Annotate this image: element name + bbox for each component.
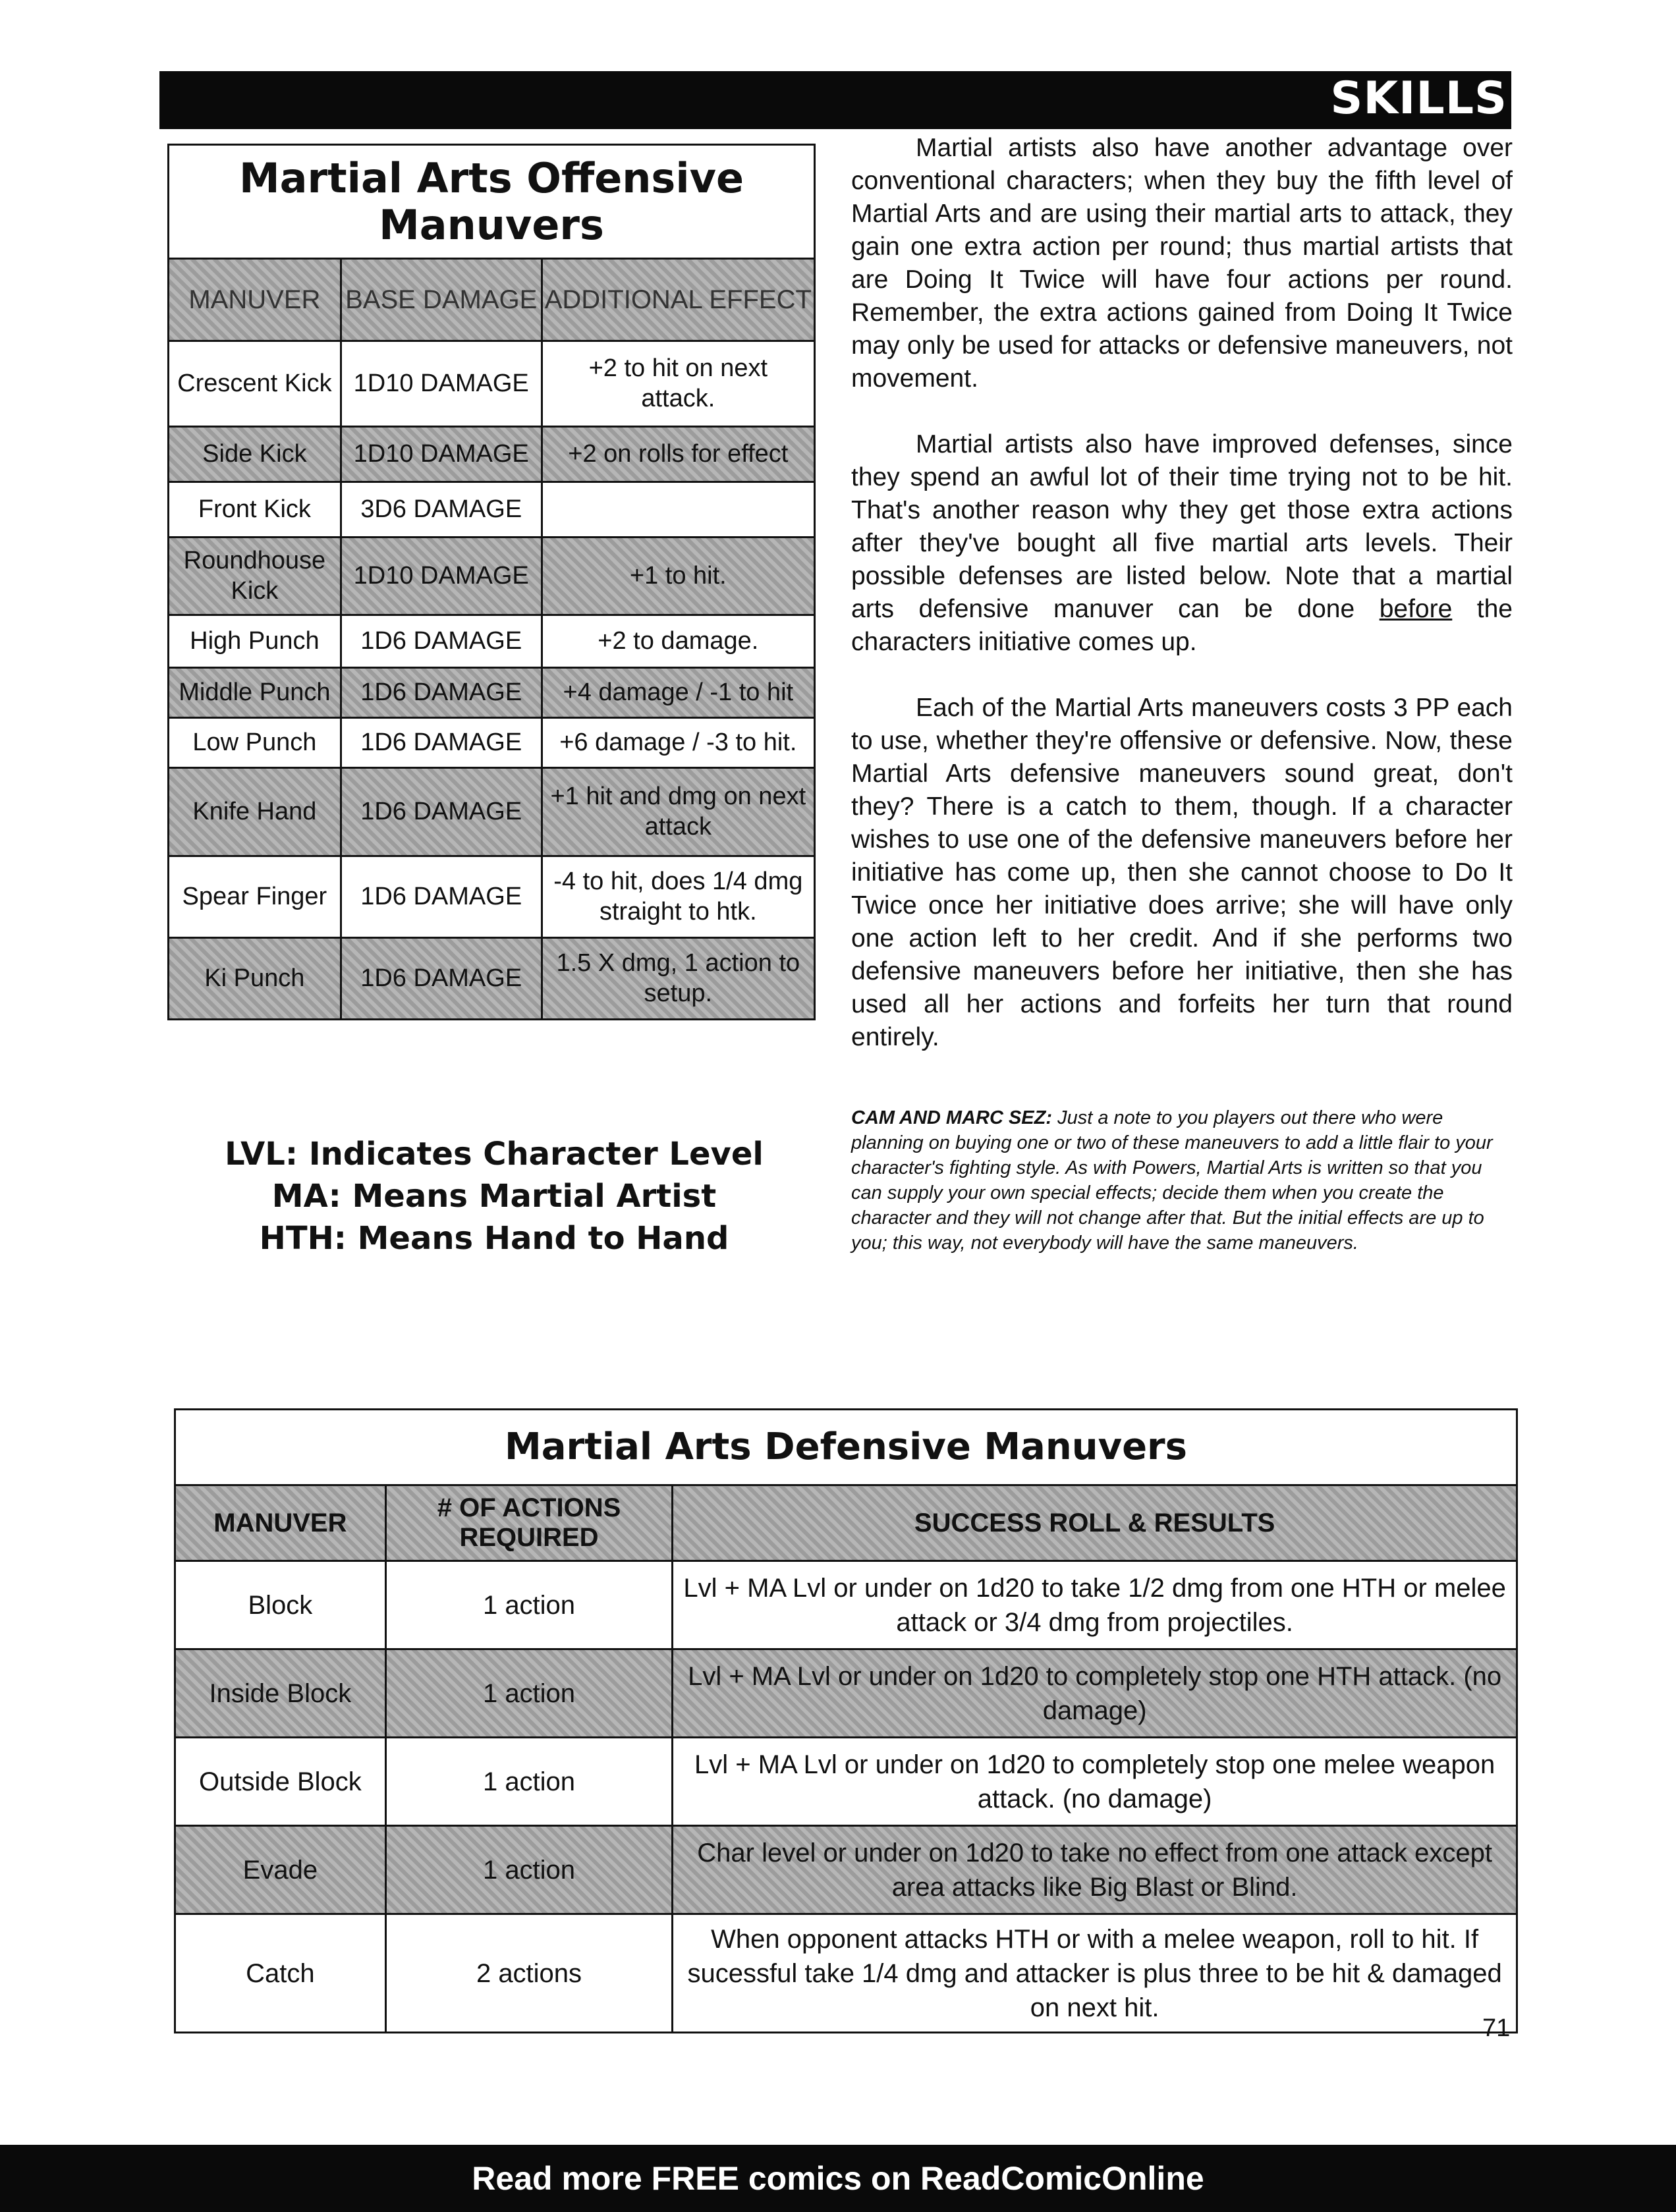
offensive-title-line2: Manuvers [379,201,604,249]
additional-effect: +1 to hit. [542,538,814,615]
paragraph [851,428,1513,659]
actions-required: 1 action [385,1738,673,1826]
paragraph: Martial artists also have another advantage over conventional characters; when they buy the fifth level of Martial Arts and are using their martial arts to attack, they gain one extra action per round; thus martial artists that are Doing It Twice will have four actions per round. Remember, the extra actions gained from Doing It Twice may only be used for attacks or defensive maneuvers, not movement. [851,134,1513,393]
base-damage: 1D6 DAMAGE [341,615,542,668]
paragraph: Each of the Martial Arts maneuvers costs 3 PP each to use, whether they're offensive or defensive. Now, these Martial Arts defensive maneuvers sound great, don't they? There is a catch to them, though. If a character wishes to use one of the defensive maneuvers before her initiative has come up, then she cannot choose to Do It Twice once her initiative does arrive; she will have only one action left to her credit. And if she performs two defensive maneuvers before her initiative, then she has used all her actions and forfeits her turn that round entirely. [851,694,1513,1051]
additional-effect: +4 damage / -1 to hit [542,668,814,718]
table-row [175,1738,1517,1826]
actions-required: 1 action [385,1826,673,1914]
additional-effect: +2 to damage. [542,615,814,668]
manuver-name: Knife Hand [169,768,341,856]
base-damage: 1D6 DAMAGE [341,938,542,1020]
manuver-name: Front Kick [169,482,341,538]
table-row [169,856,815,938]
underlined-word: before [1379,595,1453,623]
abbreviation-legend [217,1133,771,1259]
success-result: Char level or under on 1d20 to take no effect from one attack except area attacks like Big Blast or Blind. [673,1826,1517,1914]
success-result: Lvl + MA Lvl or under on 1d20 to take 1/2 dmg from one HTH or melee attack or 3/4 dmg from projectiles. [673,1561,1517,1649]
manuver-name: Inside Block [175,1649,386,1738]
note-lead: CAM AND MARC SEZ: [851,1107,1053,1128]
table-row [169,538,815,615]
base-damage: 1D6 DAMAGE [341,768,542,856]
manuver-name: Evade [175,1826,386,1914]
table-row [175,1561,1517,1649]
column-header: MANUVER [175,1485,386,1561]
legend-line: MA: Means Martial Artist [271,1178,717,1215]
column-header: MANUVER [169,259,341,341]
table-row [169,615,815,668]
success-result: When opponent attacks HTH or with a melee weapon, roll to hit. If sucessful take 1/4 dmg and attacker is plus three to be hit & damaged on next hit. [673,1914,1517,2033]
manuver-name: Block [175,1561,386,1649]
section-header-bar [159,71,1511,129]
manuver-name: Roundhouse Kick [169,538,341,615]
table-row [169,668,815,718]
offensive-title-line1: Martial Arts Offensive [238,153,744,202]
manuver-name: Outside Block [175,1738,386,1826]
additional-effect: 1.5 X dmg, 1 action to setup. [542,938,814,1020]
footer-banner-link[interactable]: Read more FREE comics on ReadComicOnline [0,2145,1676,2212]
manuver-name: Catch [175,1914,386,2033]
actions-required: 2 actions [385,1914,673,2033]
body-text-column [851,132,1513,1087]
table-row [175,1826,1517,1914]
additional-effect: +2 to hit on next attack. [542,341,814,427]
table-row [175,1914,1517,2033]
legend-line: HTH: Means Hand to Hand [259,1220,729,1257]
manuver-name: Side Kick [169,427,341,482]
table-row [169,341,815,427]
base-damage: 1D10 DAMAGE [341,341,542,427]
column-header: BASE DAMAGE [341,259,542,341]
actions-required: 1 action [385,1649,673,1738]
page-number: 71 [1482,2014,1511,2042]
table-row [169,718,815,768]
paragraph-text: the characters initiative comes up. [851,595,1513,656]
success-result: Lvl + MA Lvl or under on 1d20 to completely stop one melee weapon attack. (no damage) [673,1738,1517,1826]
section-title: SKILLS [1330,72,1507,124]
additional-effect: +1 hit and dmg on next attack [542,768,814,856]
additional-effect [542,482,814,538]
offensive-table-title [169,145,815,259]
success-result: Lvl + MA Lvl or under on 1d20 to completely stop one HTH attack. (no damage) [673,1649,1517,1738]
table-row [169,427,815,482]
manuver-name: Ki Punch [169,938,341,1020]
manuver-name: High Punch [169,615,341,668]
column-header: SUCCESS ROLL & RESULTS [673,1485,1517,1561]
table-row [175,1649,1517,1738]
manuver-name: Low Punch [169,718,341,768]
base-damage: 1D6 DAMAGE [341,668,542,718]
legend-line: LVL: Indicates Character Level [225,1136,764,1173]
actions-required: 1 action [385,1561,673,1649]
base-damage: 1D6 DAMAGE [341,856,542,938]
additional-effect: -4 to hit, does 1/4 dmg straight to htk. [542,856,814,938]
column-header: ADDITIONAL EFFECT [542,259,814,341]
offensive-manuvers-table [167,144,816,1020]
defensive-table-title: Martial Arts Defensive Manuvers [175,1410,1517,1485]
manuver-name: Middle Punch [169,668,341,718]
designer-note [851,1105,1517,1256]
table-row [169,768,815,856]
base-damage: 1D6 DAMAGE [341,718,542,768]
paragraph-text: Martial artists also have improved defenses, since they spend an awful lot of their time trying not to be hit. That's another reason why they get those extra actions after they've bought all five martial arts levels. Their possible defenses are listed below. Note that a martial arts defensive manuver can be done [851,430,1513,623]
defensive-manuvers-table [174,1408,1518,2033]
table-row [169,482,815,538]
base-damage: 1D10 DAMAGE [341,427,542,482]
base-damage: 1D10 DAMAGE [341,538,542,615]
additional-effect: +2 on rolls for effect [542,427,814,482]
note-text: Just a note to you players out there who were planning on buying one or two of these maneuvers to add a little flair to your character's fighting style. As with Powers, Martial Arts is written so that you can supply your own special effects; decide them when you create the character and they will not change after that. But the initial effects are up to you; this way, not everybody will have the same maneuvers. [851,1107,1493,1254]
table-row [169,938,815,1020]
base-damage: 3D6 DAMAGE [341,482,542,538]
column-header: # OF ACTIONS REQUIRED [385,1485,673,1561]
manuver-name: Crescent Kick [169,341,341,427]
manuver-name: Spear Finger [169,856,341,938]
additional-effect: +6 damage / -3 to hit. [542,718,814,768]
